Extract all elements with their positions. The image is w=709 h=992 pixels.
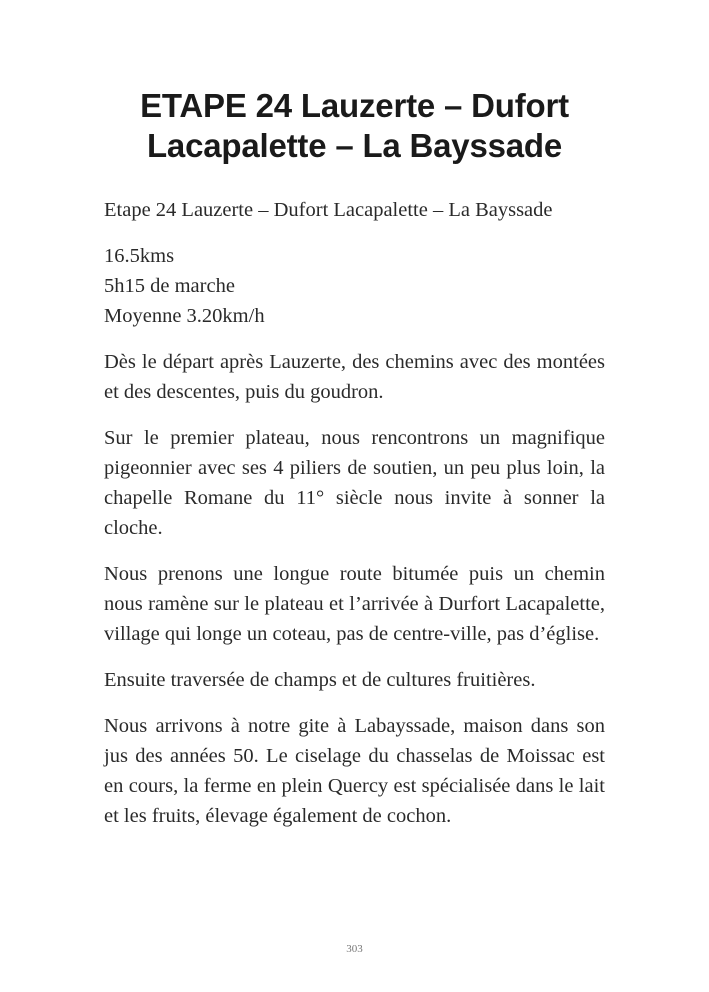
stat-duration: 5h15 de marche [104,275,235,297]
paragraph: Ensuite traversée de champs et de cultures fruitières. [104,669,536,691]
stats-block [104,241,605,331]
stat-distance: 16.5kms [104,245,175,267]
page-title: ETAPE 24 Lauzerte – Dufort Lacapalette – La Bayssade [140,87,569,164]
paragraph: Nous arrivons à notre gite à Labayssade, maison dans son jus des années 50. Le ciselage du chasselas de Moissac est en cours, la ferme en plein Quercy est spécialisée dans le lait et les fruits, élevage également de cochon. [104,715,605,827]
subtitle-paragraph: Etape 24 Lauzerte – Dufort Lacapalette – La Bayssade [104,199,553,221]
body-text [104,195,605,847]
page-number: 303 [346,943,363,955]
stat-average: Moyenne 3.20km/h [104,305,265,327]
paragraph: Sur le premier plateau, nous rencontrons un magnifique pigeonnier avec ses 4 piliers de soutien, un peu plus loin, la chapelle Romane du 11° siècle nous invite à sonner la cloche. [104,427,605,539]
paragraph: Nous prenons une longue route bitumée puis un chemin nous ramène sur le plateau et l’arrivée à Durfort Lacapalette, village qui longe un coteau, pas de centre-ville, pas d’église. [104,563,605,645]
paragraph: Dès le départ après Lauzerte, des chemins avec des montées et des descentes, puis du goudron. [104,351,605,403]
